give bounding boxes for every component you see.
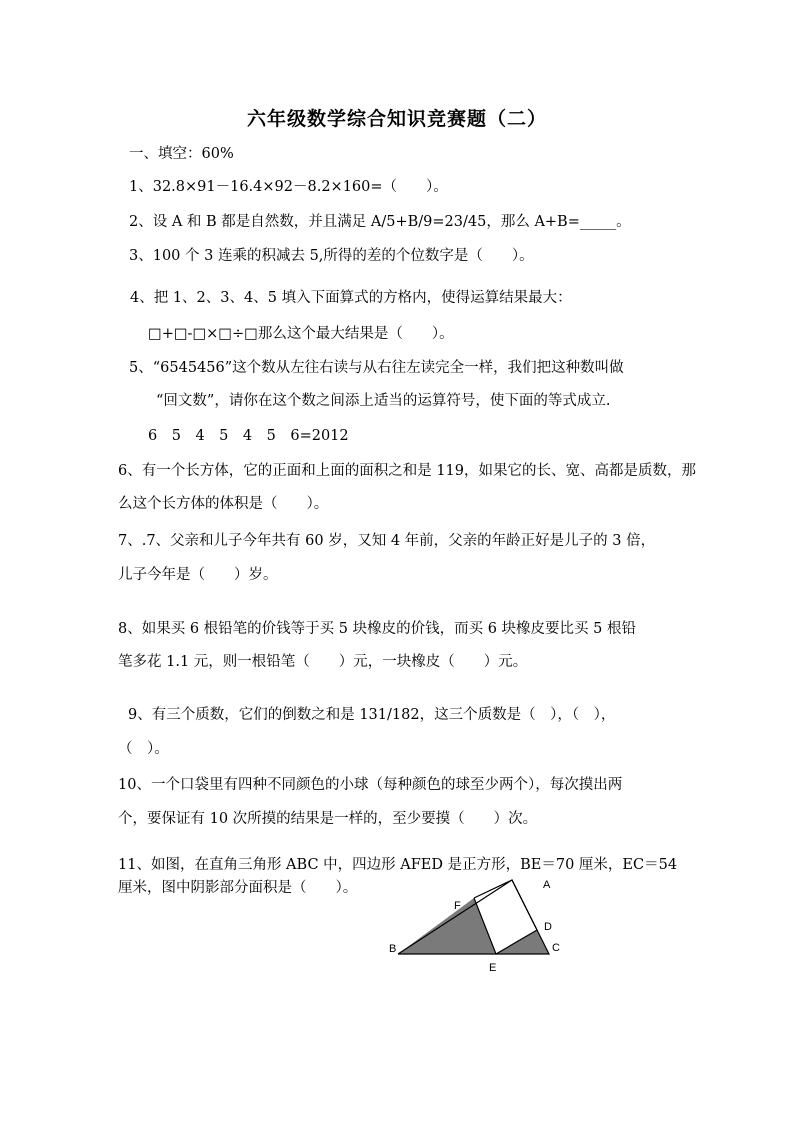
label-f: F xyxy=(454,900,461,912)
section-heading: 一、填空：60% xyxy=(129,146,234,162)
question-11-line1: 11、如图，在直角三角形 ABC 中，四边形 AFED 是正方形，BE＝70 厘米，EC＝54 xyxy=(118,857,678,873)
question-9-line1: 9、有三个质数，它们的倒数之和是 131/182，这三个质数是（ ），（ ）， xyxy=(128,707,616,723)
page-title: 六年级数学综合知识竞赛题（二） xyxy=(246,108,547,130)
label-d: D xyxy=(544,921,552,933)
question-8-line1: 8、如果买 6 根铅笔的价钱等于买 5 块橡皮的价钱，而买 6 块橡皮要比买 5 根铅 xyxy=(118,621,636,637)
label-e: E xyxy=(489,962,497,974)
label-c: C xyxy=(552,942,560,954)
question-5-line2: “回文数”，请你在这个数之间添上适当的运算符号，使下面的等式成立. xyxy=(156,393,611,409)
triangle-figure xyxy=(380,872,580,982)
question-1: 1、32.8×91－16.4×92－8.2×160=（ ）。 xyxy=(129,179,448,195)
question-6-line1: 6、有一个长方体，它的正面和上面的面积之和是 119，如果它的长、宽、高都是质数，那 xyxy=(118,463,697,479)
question-7-line2: 儿子今年是（ ）岁。 xyxy=(118,567,278,583)
question-5-equation: 6 5 4 5 4 5 6=2012 xyxy=(148,428,349,444)
shaded-triangle-right xyxy=(496,930,549,954)
question-10-line2: 个，要保证有 10 次所摸的结果是一样的，至少要摸（ ）次。 xyxy=(118,811,538,827)
question-6-line2: 么这个长方体的体积是（ ）。 xyxy=(118,496,329,512)
question-8-line2: 笔多花 1.1 元，则一根铅笔（ ）元，一块橡皮（ ）元。 xyxy=(118,654,528,670)
label-a: A xyxy=(543,879,551,891)
question-5-line1: 5、“6545456”这个数从左往右读与从右往左读完全一样，我们把这种数叫做 xyxy=(129,360,624,376)
question-11-line2: 厘米，图中阴影部分面积是（ ）。 xyxy=(118,880,358,896)
shaded-triangle-left xyxy=(398,898,496,954)
label-b: B xyxy=(389,943,397,955)
question-7-line1: 7、.7、父亲和儿子今年共有 60 岁，又知 4 年前，父亲的年龄正好是儿子的 3 倍， xyxy=(118,533,656,549)
question-4-line1: 4、把 1、2、3、4、5 填入下面算式的方格内，使得运算结果最大： xyxy=(130,290,572,306)
question-3: 3、100 个 3 连乘的积减去 5,所得的差的个位数字是（ ）。 xyxy=(129,248,534,264)
question-2: 2、设 A 和 B 都是自然数，并且满足 A/5+B/9=23/45，那么 A+B=_____。 xyxy=(129,214,631,230)
question-10-line1: 10、一个口袋里有四种不同颜色的小球（每种颜色的球至少两个），每次摸出两 xyxy=(118,777,623,793)
question-9-line2: （ ）。 xyxy=(118,741,169,757)
question-4-line2: □+□-□×□÷□那么这个最大结果是（ ）。 xyxy=(148,326,454,342)
